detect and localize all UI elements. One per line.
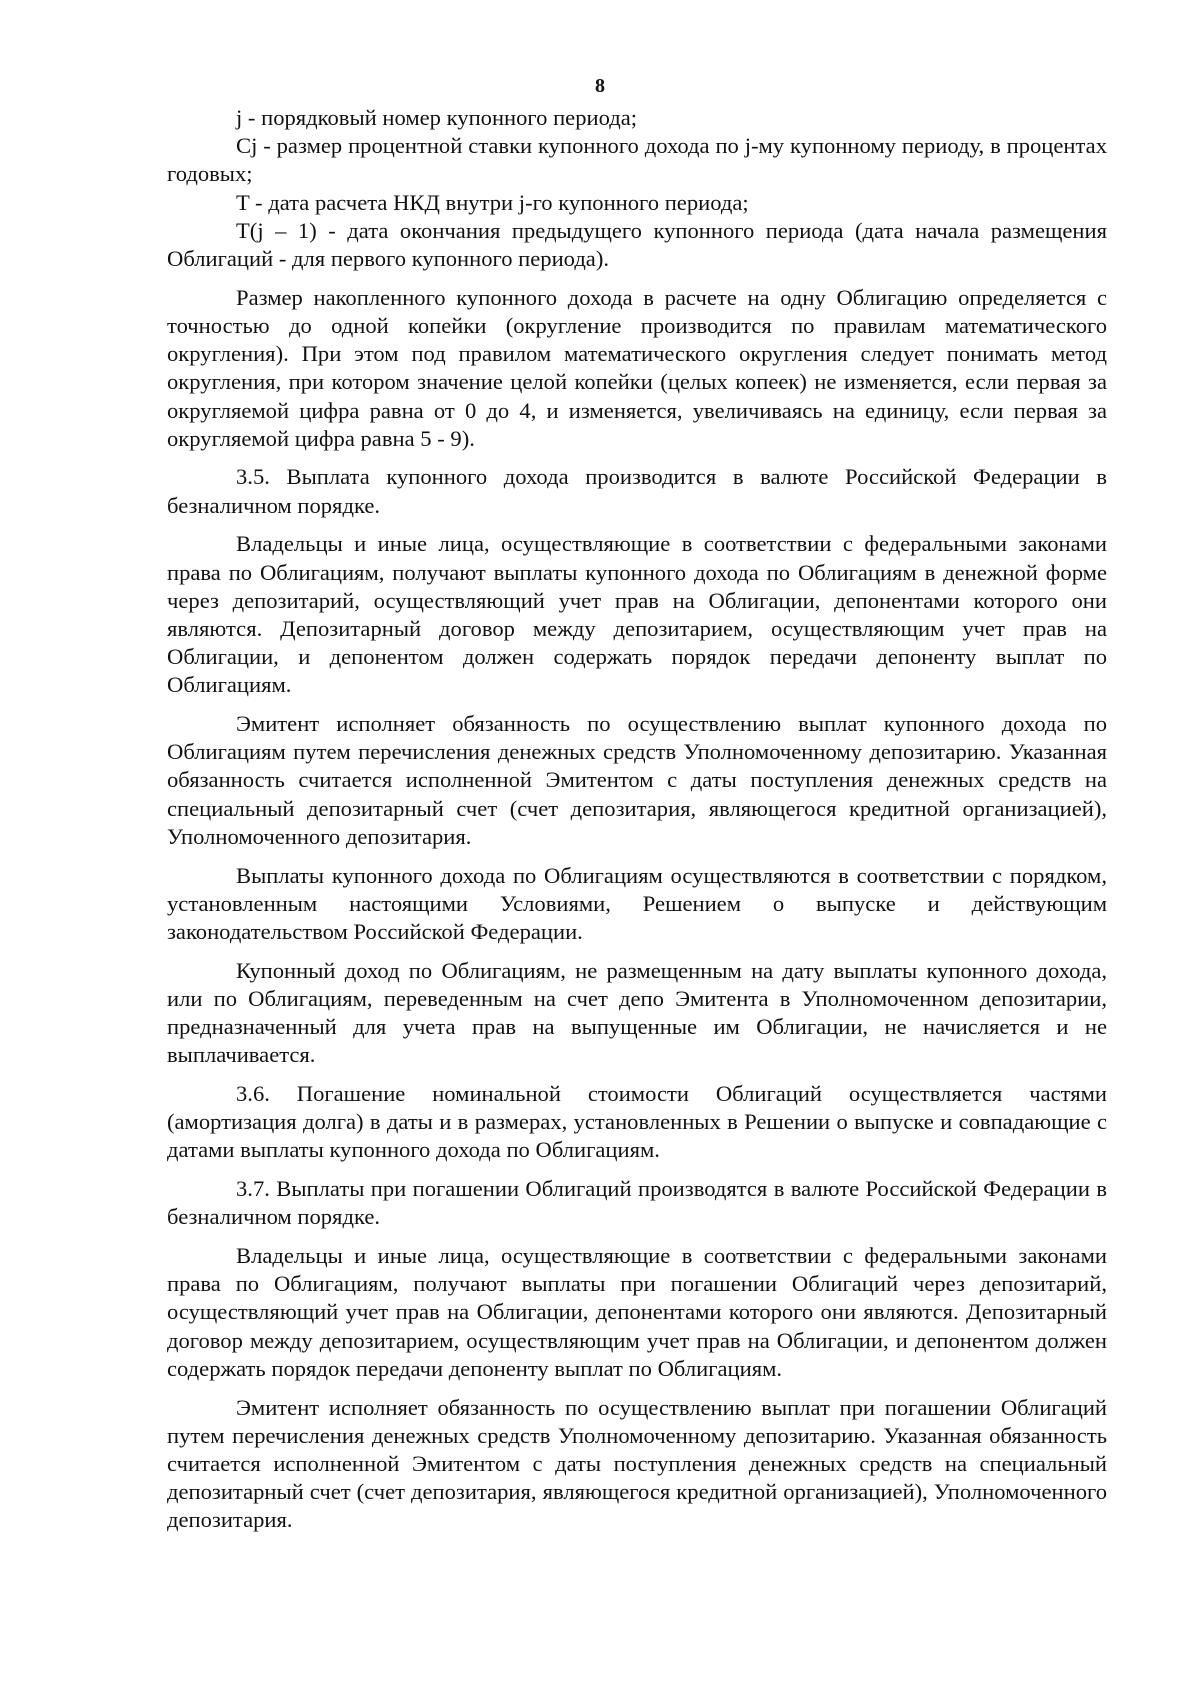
paragraph-coupon-recipients: Владельцы и иные лица, осуществляющие в соответствии с федеральными законами права по Облигациям, получают выплаты купонного дохода по Облигациям в денежной форме через депозитарий, осуществляющий учет прав на Облигации, депонентами которого они являются. Депозитарный договор между депозитарием, осуществляющим учет прав на Облигации, и депонентом должен содержать порядок передачи депоненту выплат по Облигациям. [167, 531, 1107, 698]
paragraph-redemption-recipients: Владельцы и иные лица, осуществляющие в соответствии с федеральными законами права по Облигациям, получают выплаты при погашении Облигаций через депозитарий, осуществляющий учет прав на Облигации, депонентами которого они являются. Депозитарный договор между депозитарием, осуществляющим учет прав на Облигации, и депонентом должен содержать порядок передачи депоненту выплат по Облигациям. [167, 1243, 1107, 1381]
paragraph-3-7: 3.7. Выплаты при погашении Облигаций производятся в валюте Российской Федерации в безналичном порядке. [167, 1176, 1107, 1230]
definition-j: j - порядковый номер купонного периода; [236, 105, 638, 130]
document-body [167, 104, 1107, 1535]
definition-t-j-1: T(j – 1) - дата окончания предыдущего купонного периода (дата начала размещения Облигаций - для первого купонного периода). [167, 217, 1107, 272]
paragraph-rounding-rule: Размер накопленного купонного дохода в расчете на одну Облигацию определяется с точностью до одной копейки (округление производится по правилам математического округления). При этом под правилом математического округления следует понимать метод округления, при котором значение целой копейки (целых копеек) не изменяется, если первая за округляемой цифра равна от 0 до 4, и изменяется, увеличиваясь на единицу, если первая за округляемой цифра равна 5 - 9). [167, 284, 1107, 451]
page-number: 8 [595, 75, 605, 97]
definition-cj: Cj - размер процентной ставки купонного дохода по j-му купонному периоду, в процентах годовых; [167, 133, 1107, 187]
paragraph-3-5: 3.5. Выплата купонного дохода производится в валюте Российской Федерации в безналичном порядке. [167, 464, 1107, 518]
paragraph-issuer-redemption-obligation: Эмитент исполняет обязанность по осуществлению выплат при погашении Облигаций путем перечисления денежных средств Уполномоченному депозитарию. Указанная обязанность считается исполненной Эмитентом с даты поступления денежных средств на специальный депозитарный счет (счет депозитария, являющегося кредитной организацией), Уполномоченного депозитария. [167, 1394, 1107, 1533]
paragraph-issuer-coupon-obligation: Эмитент исполняет обязанность по осуществлению выплат купонного дохода по Облигациям путем перечисления денежных средств Уполномоченному депозитарию. Указанная обязанность считается исполненной Эмитентом с даты поступления денежных средств на специальный депозитарный счет (счет депозитария, являющегося кредитной организацией), Уполномоченного депозитария. [167, 711, 1107, 849]
definition-t: T - дата расчета НКД внутри j-го купонного периода; [236, 189, 749, 215]
paragraph-coupon-payment-procedure: Выплаты купонного дохода по Облигациям осуществляются в соответствии с порядком, установленным настоящими Условиями, Решением о выпуске и действующим законодательством Российской Федерации. [167, 862, 1107, 944]
paragraph-3-6: 3.6. Погашение номинальной стоимости Облигаций осуществляется частями (амортизация долга) в даты и в размерах, установленных в Решении о выпуске и совпадающие с датами выплаты купонного дохода по Облигациям. [167, 1081, 1107, 1163]
paragraph-coupon-not-accrued: Купонный доход по Облигациям, не размещенным на дату выплаты купонного дохода, или по Облигациям, переведенным на счет депо Эмитента в Уполномоченном депозитарии, предназначенный для учета прав на выпущенные им Облигации, не начисляется и не выплачивается. [167, 957, 1107, 1068]
